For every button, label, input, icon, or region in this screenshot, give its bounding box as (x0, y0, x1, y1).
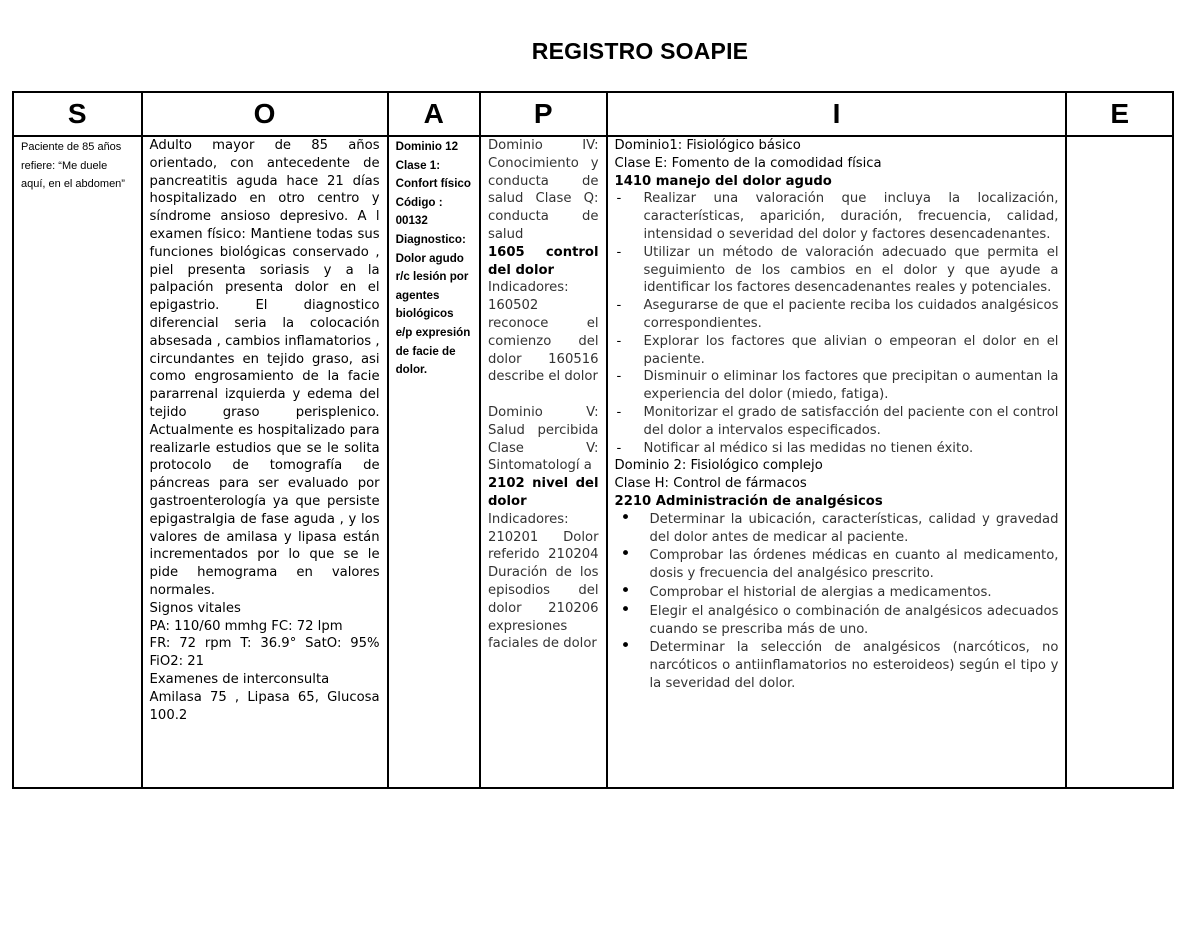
intervention-class-1: Clase E: Fomento de la comodidad física (614, 155, 882, 171)
header-s: S (13, 92, 142, 136)
header-o: O (142, 92, 388, 136)
subjective-cell (13, 136, 142, 788)
intervention-text (615, 137, 1059, 693)
list-item: • Determinar la selección de analgésicos (narcóticos, no narcóticos o antiinflamatorios no esteroideos) según el tipo y la severidad del dolor. (615, 639, 1059, 692)
vitals-line-1: PA: 110/60 mmhg FC: 72 lpm (149, 618, 343, 634)
vitals-line-2: FR: 72 rpm T: 36.9° SatO: 95% FiO2: 21 (149, 636, 380, 670)
planning-block1-nic: 1605 control del dolor (487, 244, 599, 278)
content-row (13, 136, 1173, 788)
vitals-title: Signos vitales (149, 600, 241, 616)
planning-block2-intro: Dominio V: Salud percibida Clase V: Sintomatologí a (487, 404, 599, 474)
header-i: I (607, 92, 1067, 136)
header-e: E (1066, 92, 1173, 136)
list-item: - Monitorizar el grado de satisfacción del paciente con el control del dolor a intervalos especificados. (615, 404, 1059, 440)
list-item: - Utilizar un método de valoración adecuado que permita el seguimiento de los cambios en el dolor y que ayude a identificar los factores desencadenantes reales y potenciales. (615, 244, 1059, 297)
intervention-actions-2 (615, 511, 1059, 693)
intervention-cell (607, 136, 1067, 788)
evaluation-cell (1066, 136, 1173, 788)
list-item: • Comprobar el historial de alergias a medicamentos. (615, 584, 1059, 602)
exams-title: Examenes de interconsulta (149, 671, 330, 687)
document-title: REGISTRO SOAPIE (531, 38, 749, 64)
planning-block2-nic: 2102 nivel del dolor (487, 476, 599, 509)
soapie-table (12, 91, 1174, 789)
list-item: - Asegurarse de que el paciente reciba los cuidados analgésicos correspondientes. (615, 297, 1059, 333)
assessment-text: Dominio 12 Clase 1: Confort físico Código : 00132 Diagnostico: Dolor agudo r/c lesión por agentes biológicos e/p expresión de facie de dolor. (395, 140, 471, 377)
planning-block1-indicators: Indicadores: 160502 reconoce el comienzo del dolor 160516 describe el dolor (487, 280, 599, 385)
objective-text (150, 137, 380, 724)
intervention-actions-1 (615, 190, 1059, 457)
intervention-class-2: Clase H: Control de fármacos (614, 476, 807, 492)
planning-text (488, 137, 599, 653)
header-row (13, 92, 1173, 136)
list-item: - Realizar una valoración que incluya la localización, características, aparición, duración, frecuencia, calidad, intensidad o severidad del dolor y factores desencadenantes. (615, 190, 1059, 243)
list-item: - Explorar los factores que alivian o empeoran el dolor en el paciente. (615, 333, 1059, 369)
list-item: • Determinar la ubicación, características, calidad y gravedad del dolor antes de medicar al paciente. (615, 511, 1059, 547)
assessment-cell (388, 136, 480, 788)
list-item: - Notificar al médico si las medidas no tienen éxito. (615, 440, 1059, 458)
intervention-nic-2: 2210 Administración de analgésicos (614, 493, 883, 509)
header-a: A (388, 92, 480, 136)
list-item: - Disminuir o eliminar los factores que precipitan o aumentan la experiencia del dolor (miedo, fatiga). (615, 368, 1059, 404)
objective-paragraph: Adulto mayor de 85 años orientado, con antecedente de pancreatitis aguda hace 21 días hospitalizado en otro centro y síndrome ansioso depresivo. A l examen físico: Mantiene todas sus funciones biológicas conservado , piel presenta soriasis y a la palpación presenta dolor en el epigastrio. El diagnostico diferencial seria la colocación absesada , cambios inflamatorios , circundantes en tejido graso, asi como engrosamiento de la facie pararrenal izquierda y edema del tejido graso perisplenico. Actualmente es hospitalizado para realizarle estudios que se le solita protocolo de tomografía de páncreas para ser evaluado por gastroenterología ya que persiste epigastralgia de fase aguda , y los valores de amilasa y lipasa están incrementados por lo que se le pide hemograma en valores normales. (149, 138, 380, 598)
intervention-domain-1: Dominio1: Fisiológico básico (614, 138, 801, 153)
planning-block1-intro: Dominio IV: Conocimiento y conducta de salud Clase Q: conducta de salud (487, 138, 599, 242)
planning-block2-indicators: Indicadores: 210201 Dolor referido 210204 Duración de los episodios del dolor 210206 expresiones faciales de dolor (487, 511, 599, 652)
subjective-text: Paciente de 85 años refiere: “Me duele aquí, en el abdomen” (21, 141, 125, 190)
intervention-domain-2: Dominio 2: Fisiológico complejo (614, 458, 823, 474)
objective-cell (142, 136, 388, 788)
planning-cell (480, 136, 607, 788)
intervention-nic-1: 1410 manejo del dolor agudo (614, 173, 832, 189)
header-p: P (480, 92, 607, 136)
exams-line: Amilasa 75 , Lipasa 65, Glucosa 100.2 (149, 689, 380, 723)
list-item: • Elegir el analgésico o combinación de analgésicos adecuados cuando se prescriba más de uno. (615, 603, 1059, 639)
list-item: • Comprobar las órdenes médicas en cuanto al medicamento, dosis y frecuencia del analgésico prescrito. (615, 547, 1059, 583)
